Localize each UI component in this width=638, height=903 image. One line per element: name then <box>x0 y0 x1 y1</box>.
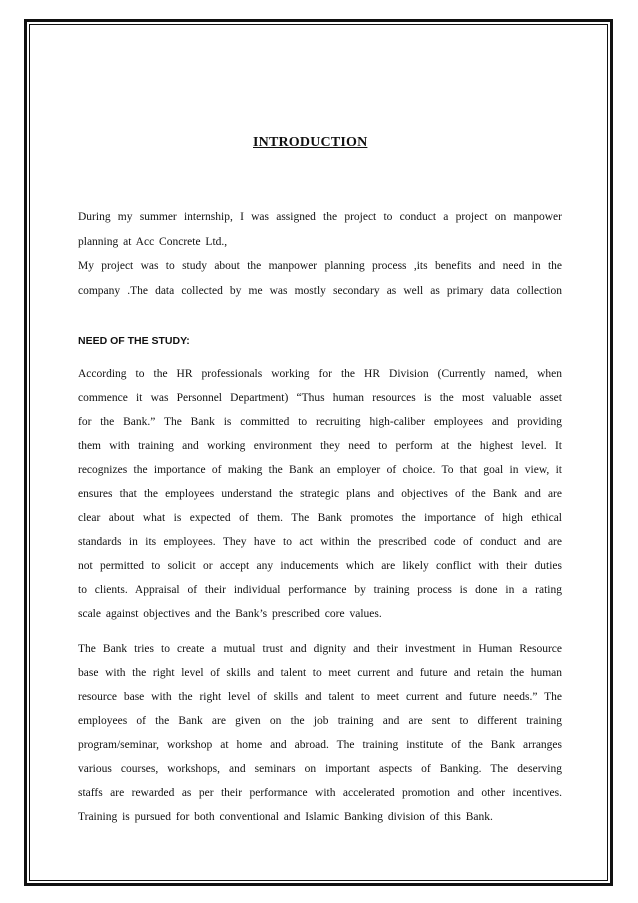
paragraph-line: resource base with the right level of skills and talent to meet current and future needs.” The <box>78 691 562 703</box>
paragraph-line: recognizes the importance of making the Bank an employer of choice. To that goal in view, it <box>78 464 562 476</box>
paragraph-line: commence it was Personnel Department) “Thus human resources is the most valuable asset <box>78 392 562 404</box>
paragraph-line: employees of the Bank are given on the job training and are sent to different training <box>78 715 562 727</box>
intro-line: planning at Acc Concrete Ltd., <box>78 236 228 248</box>
intro-line: My project was to study about the manpower planning process ,its benefits and need in the <box>78 260 562 272</box>
paragraph-line: scale against objectives and the Bank’s prescribed core values. <box>78 608 382 620</box>
paragraph-line: staffs are rewarded as per their performance with accelerated promotion and other incentives. <box>78 787 562 799</box>
section-heading-need-of-study: NEED OF THE STUDY: <box>78 335 190 347</box>
paragraph-line: According to the HR professionals working for the HR Division (Currently named, when <box>78 368 562 380</box>
paragraph-line: base with the right level of skills and talent to meet current and future and retain the human <box>78 667 562 679</box>
paragraph-line: standards in its employees. They have to act within the prescribed code of conduct and are <box>78 536 562 548</box>
paragraph-line: for the Bank.” The Bank is committed to recruiting high-caliber employees and providing <box>78 416 562 428</box>
intro-line: During my summer internship, I was assigned the project to conduct a project on manpower <box>78 211 562 223</box>
paragraph-line: not permitted to solicit or accept any inducements which are likely conflict with their duties <box>78 560 562 572</box>
paragraph-line: ensures that the employees understand the strategic plans and objectives of the Bank and are <box>78 488 562 500</box>
paragraph-line: various courses, workshops, and seminars on important aspects of Banking. The deserving <box>78 763 562 775</box>
paragraph-line: them with training and working environment they need to perform at the highest level. It <box>78 440 562 452</box>
paragraph-line: The Bank tries to create a mutual trust and dignity and their investment in Human Resource <box>78 643 562 655</box>
paragraph-line: clear about what is expected of them. The Bank promotes the importance of high ethical <box>78 512 562 524</box>
page-title: INTRODUCTION <box>253 135 368 150</box>
intro-line: company .The data collected by me was mostly secondary as well as primary data collection <box>78 285 562 297</box>
paragraph-line: Training is pursued for both conventional and Islamic Banking division of this Bank. <box>78 811 493 823</box>
paragraph-line: to clients. Appraisal of their individual performance by training process is done in a rating <box>78 584 562 596</box>
page-border-inner <box>29 24 608 881</box>
paragraph-line: program/seminar, workshop at home and abroad. The training institute of the Bank arranges <box>78 739 562 751</box>
